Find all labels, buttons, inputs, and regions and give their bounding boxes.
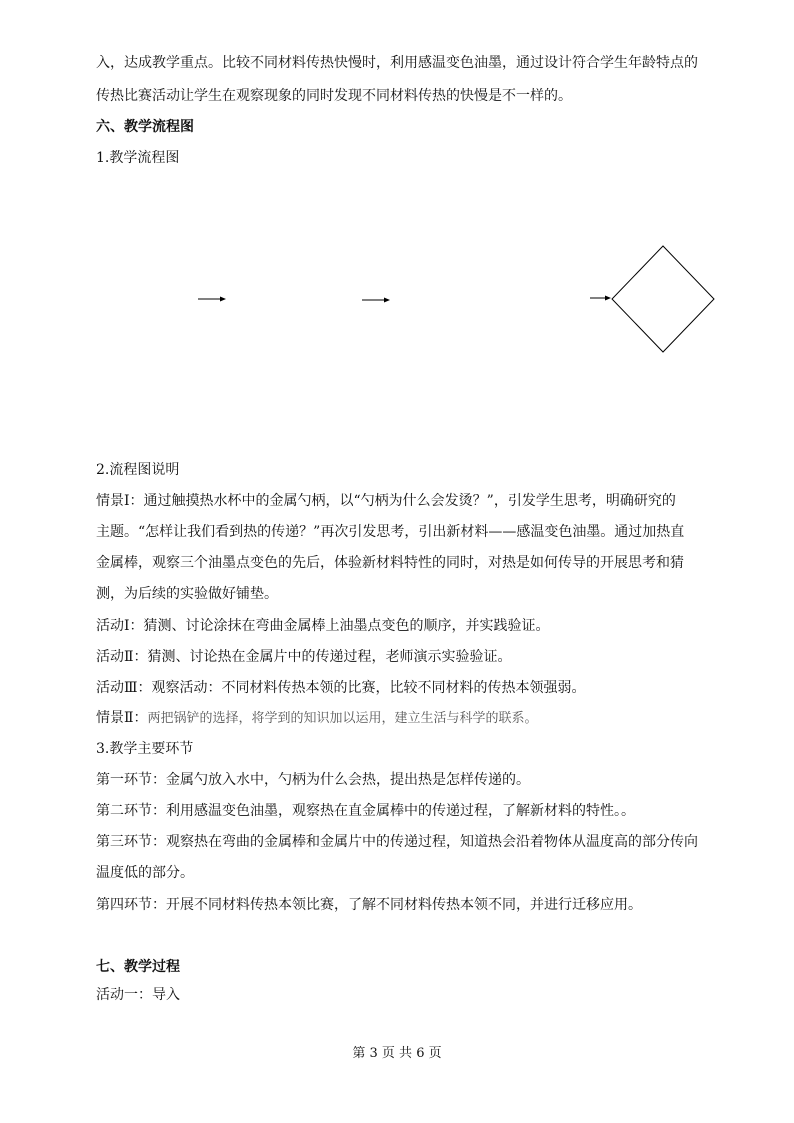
decision-diamond <box>612 246 714 352</box>
intro-line-2: 传热比赛活动让学生在观察现象的同时发现不同材料传热的快慢是不一样的。 <box>96 88 572 104</box>
subheading-flowchart: 1.教学流程图 <box>96 150 180 166</box>
scene-1-line-2: 主题。“怎样让我们看到热的传递？”再次引发思考，引出新材料——感温变色油墨。通过加热直 <box>96 524 685 540</box>
page-footer: 第 3 页 共 6 页 <box>352 1046 442 1061</box>
activity-1: 活动Ⅰ：猜测、讨论涂抹在弯曲金属棒上油墨点变色的顺序，并实践验证。 <box>96 618 550 634</box>
scene-1-line-1: 情景Ⅰ：通过触摸热水杯中的金属勺柄，以“勺柄为什么会发烫？”，引发学生思考，明确研究的 <box>96 493 676 509</box>
scene-1-line-3: 金属棒，观察三个油墨点变色的先后，体验新材料特性的同时，对热是如何传导的开展思考和猜 <box>96 555 684 571</box>
activity-3: 活动Ⅲ：观察活动：不同材料传热本领的比赛，比较不同材料的传热本领强弱。 <box>96 680 586 696</box>
arrow-1 <box>198 297 226 302</box>
scene-2-label: 情景Ⅱ： <box>96 710 148 726</box>
scene-2 <box>96 708 706 729</box>
activity-intro: 活动一：导入 <box>96 987 180 1003</box>
step-4: 第四环节：开展不同材料传热本领比赛，了解不同材料传热本领不同，并进行迁移应用。 <box>96 897 642 913</box>
flowchart <box>0 230 794 370</box>
intro-line-1: 入，达成教学重点。比较不同材料传热快慢时，利用感温变色油墨，通过设计符合学生年龄特点的 <box>96 55 698 71</box>
subheading-flowchart-notes: 2.流程图说明 <box>96 462 180 478</box>
activity-2: 活动Ⅱ：猜测、讨论热在金属片中的传递过程，老师演示实验验证。 <box>96 649 512 665</box>
section-6-heading: 六、教学流程图 <box>96 119 194 135</box>
arrow-2 <box>362 298 390 303</box>
step-3-line-2: 温度低的部分。 <box>96 865 194 881</box>
arrow-3 <box>590 296 611 301</box>
scene-1-line-4: 测，为后续的实验做好铺垫。 <box>96 586 278 602</box>
step-3-line-1: 第三环节：观察热在弯曲的金属棒和金属片中的传递过程，知道热会沿着物体从温度高的部分传向 <box>96 834 698 850</box>
scene-2-text: 两把锅铲的选择，将学到的知识加以运用，建立生活与科学的联系。 <box>147 711 538 726</box>
step-1: 第一环节：金属勺放入水中，勺柄为什么会热，提出热是怎样传递的。 <box>96 772 530 788</box>
step-2: 第二环节：利用感温变色油墨，观察热在直金属棒中的传递过程，了解新材料的特性。。 <box>96 803 635 819</box>
subheading-main-steps: 3.教学主要环节 <box>96 741 194 757</box>
section-7-heading: 七、教学过程 <box>96 959 180 975</box>
